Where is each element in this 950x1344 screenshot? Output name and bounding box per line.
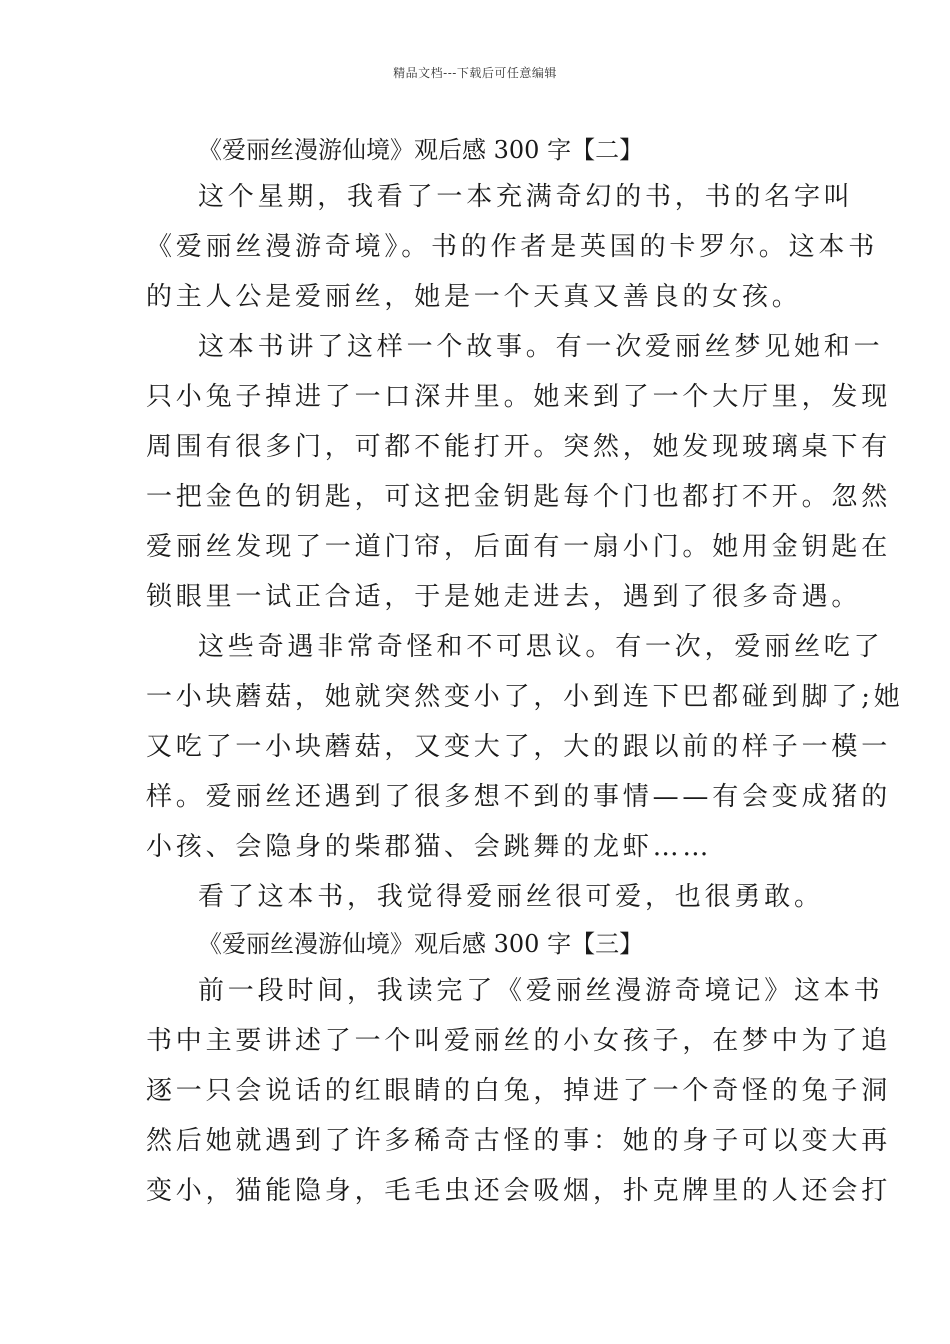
text-line: 《爱丽丝漫游奇境》。书的作者是英国的卡罗尔。这本书 (146, 232, 879, 262)
text-line: 一小块蘑菇，她就突然变小了，小到连下巴都碰到脚了;她 (146, 682, 904, 712)
text-line: 逐一只会说话的红眼睛的白兔，掉进了一个奇怪的兔子洞 (146, 1076, 892, 1106)
text-line: 的主人公是爱丽丝，她是一个天真又善良的女孩。 (146, 282, 802, 312)
paragraph (146, 172, 879, 322)
page-header: 精品文档---下载后可任意编辑 (393, 66, 557, 80)
text-line: 锁眼里一试正合适，于是她走进去，遇到了很多奇遇。 (146, 582, 862, 612)
text-line: 前一段时间，我读完了《爱丽丝漫游奇境记》这本书 (198, 976, 884, 1006)
text-line: 爱丽丝发现了一道门帘，后面有一扇小门。她用金钥匙在 (146, 532, 892, 562)
paragraph (146, 966, 892, 1216)
text-line: 这些奇遇非常奇怪和不可思议。有一次，爱丽丝吃了 (198, 632, 884, 662)
document-body (146, 128, 904, 1216)
text-line: 这本书讲了这样一个故事。有一次爱丽丝梦见她和一 (198, 332, 884, 362)
paragraph (146, 872, 824, 922)
text-line: 一把金色的钥匙，可这把金钥匙每个门也都打不开。忽然 (146, 482, 892, 512)
text-line: 看了这本书，我觉得爱丽丝很可爱，也很勇敢。 (198, 882, 824, 912)
paragraph (146, 622, 904, 872)
text-line: 小孩、会隐身的柴郡猫、会跳舞的龙虾…… (146, 832, 713, 862)
text-line: 又吃了一小块蘑菇，又变大了，大的跟以前的样子一模一 (146, 732, 892, 762)
paragraph (146, 322, 892, 622)
text-line: 样。爱丽丝还遇到了很多想不到的事情——有会变成猪的 (146, 782, 892, 812)
text-line: 这个星期，我看了一本充满奇幻的书，书的名字叫 (198, 182, 854, 212)
text-line: 周围有很多门，可都不能打开。突然，她发现玻璃桌下有 (146, 432, 892, 462)
text-line: 变小，猫能隐身，毛毛虫还会吸烟，扑克牌里的人还会打 (146, 1176, 892, 1206)
text-line: 然后她就遇到了许多稀奇古怪的事：她的身子可以变大再 (146, 1126, 892, 1156)
section-heading-3: 《爱丽丝漫游仙境》观后感 300 字【三】 (198, 930, 644, 958)
section-heading-2: 《爱丽丝漫游仙境》观后感 300 字【二】 (198, 136, 644, 164)
text-line: 书中主要讲述了一个叫爱丽丝的小女孩子，在梦中为了追 (146, 1026, 892, 1056)
text-line: 只小兔子掉进了一口深井里。她来到了一个大厅里，发现 (146, 382, 892, 412)
